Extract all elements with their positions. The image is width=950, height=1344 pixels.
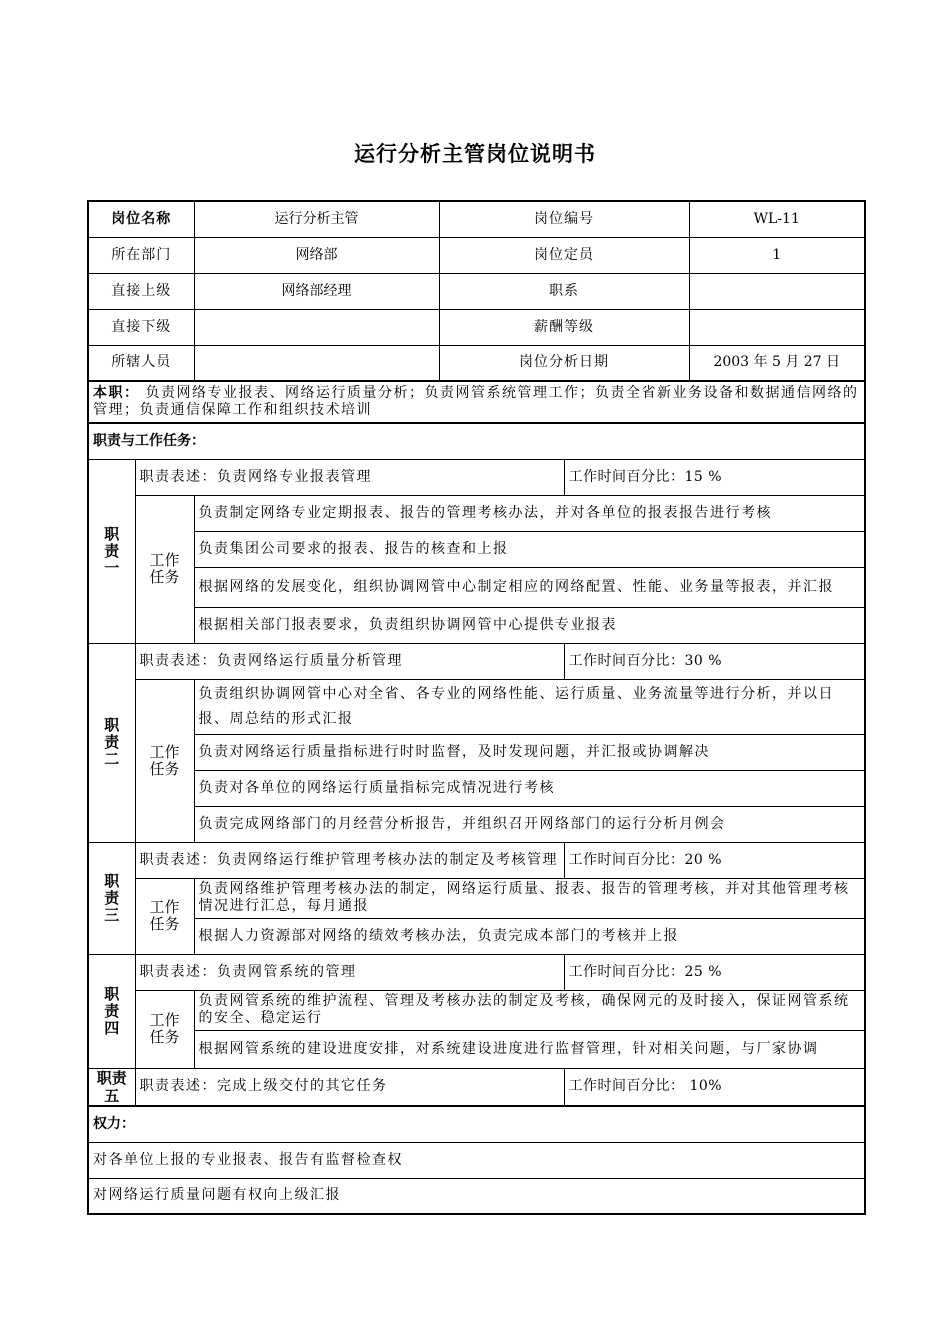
position-code-label: 岗位编号 bbox=[439, 201, 689, 237]
duty-3-task-1: 负责网络维护管理考核办法的制定，网络运行质量、报表、报告的管理考核，并对其他管理考核情况进行汇总，每月通报 bbox=[194, 878, 865, 918]
duty-4-label-text: 职责四 bbox=[104, 984, 120, 1037]
duty-2-task-label-text: 工作任务 bbox=[149, 742, 180, 778]
duty-4-task-1: 负责网管系统的维护流程、管理及考核办法的制定及考核，确保网元的及时接入，保证网管系统的安全、稳定运行 bbox=[194, 990, 865, 1030]
document-title: 运行分析主管岗位说明书 bbox=[354, 142, 596, 166]
duty-1-task-row bbox=[88, 495, 865, 531]
header-row-superior bbox=[88, 273, 865, 309]
duty-4-task-label-text: 工作任务 bbox=[149, 1011, 180, 1046]
duty-4-label bbox=[88, 954, 135, 1068]
authority-header: 权力： bbox=[88, 1106, 865, 1142]
duty-1-task-4: 根据相关部门报表要求，负责组织协调网管中心提供专业报表 bbox=[194, 607, 865, 643]
superior-value: 网络部经理 bbox=[194, 273, 439, 309]
duty-1-task-row bbox=[88, 607, 865, 643]
duty-2-label bbox=[88, 643, 135, 842]
authority-item-2: 对网络运行质量问题有权向上级汇报 bbox=[88, 1178, 865, 1214]
duty-2-label-text: 职责二 bbox=[104, 716, 120, 768]
headcount-value: 1 bbox=[689, 237, 865, 273]
duty-5-statement: 职责表述：完成上级交付的其它任务 bbox=[135, 1068, 564, 1106]
duty-1-task-row bbox=[88, 531, 865, 567]
duty-2-task-label bbox=[135, 679, 194, 842]
authority-row bbox=[88, 1178, 865, 1214]
duty-5-statement-row bbox=[88, 1068, 865, 1106]
subordinate-value bbox=[194, 309, 439, 345]
duty-1-task-row bbox=[88, 567, 865, 607]
duty-1-task-label bbox=[135, 495, 194, 643]
duty-5-label bbox=[88, 1068, 135, 1106]
duty-3-statement: 职责表述：负责网络运行维护管理考核办法的制定及考核管理 bbox=[135, 842, 564, 878]
job-description-table bbox=[87, 200, 866, 1215]
duty-2-time-pct: 工作时间百分比：30 % bbox=[564, 643, 865, 679]
department-label: 所在部门 bbox=[88, 237, 194, 273]
header-row-position bbox=[88, 201, 865, 237]
duty-5-time-pct: 工作时间百分比： 10% bbox=[564, 1068, 865, 1106]
duty-3-task-label-text: 工作任务 bbox=[149, 898, 180, 933]
authority-item-1: 对各单位上报的专业报表、报告有监督检查权 bbox=[88, 1142, 865, 1178]
subordinate-label: 直接下级 bbox=[88, 309, 194, 345]
department-value: 网络部 bbox=[194, 237, 439, 273]
duty-4-statement-row bbox=[88, 954, 865, 990]
header-row-staff bbox=[88, 345, 865, 381]
duty-1-task-2: 负责集团公司要求的报表、报告的核查和上报 bbox=[194, 531, 865, 567]
job-family-label: 职系 bbox=[439, 273, 689, 309]
duty-1-label bbox=[88, 459, 135, 643]
headcount-label: 岗位定员 bbox=[439, 237, 689, 273]
duty-3-time-pct: 工作时间百分比：20 % bbox=[564, 842, 865, 878]
authority-row bbox=[88, 1142, 865, 1178]
duty-4-time-pct: 工作时间百分比：25 % bbox=[564, 954, 865, 990]
header-row-department bbox=[88, 237, 865, 273]
duties-header-row bbox=[88, 423, 865, 459]
duty-3-task-label bbox=[135, 878, 194, 954]
authority-header-row bbox=[88, 1106, 865, 1142]
duty-2-statement-row bbox=[88, 643, 865, 679]
duty-2-task-1: 负责组织协调网管中心对全省、各专业的网络性能、运行质量、业务流量等进行分析，并以日报、周总结的形式汇报 bbox=[194, 679, 865, 734]
duty-1-task-3: 根据网络的发展变化，组织协调网管中心制定相应的网络配置、性能、业务量等报表，并汇报 bbox=[194, 567, 865, 607]
duty-4-task-row bbox=[88, 1030, 865, 1068]
duty-2-task-3: 负责对各单位的网络运行质量指标完成情况进行考核 bbox=[194, 770, 865, 806]
position-code-value: WL-11 bbox=[689, 201, 865, 237]
summary-label: 本职： bbox=[93, 385, 140, 401]
duty-3-task-2: 根据人力资源部对网络的绩效考核办法，负责完成本部门的考核并上报 bbox=[194, 918, 865, 954]
duty-2-task-4: 负责完成网络部门的月经营分析报告，并组织召开网络部门的运行分析月例会 bbox=[194, 806, 865, 842]
duty-4-task-label bbox=[135, 990, 194, 1068]
duty-4-task-row bbox=[88, 990, 865, 1030]
summary-cell bbox=[88, 381, 865, 423]
duty-3-label bbox=[88, 842, 135, 954]
summary-row bbox=[88, 381, 865, 423]
duty-2-task-row bbox=[88, 679, 865, 734]
duty-4-statement: 职责表述：负责网管系统的管理 bbox=[135, 954, 564, 990]
duty-2-task-row bbox=[88, 770, 865, 806]
duty-1-time-pct: 工作时间百分比：15 % bbox=[564, 459, 865, 495]
duty-2-task-row bbox=[88, 806, 865, 842]
position-name-value: 运行分析主管 bbox=[194, 201, 439, 237]
analysis-date-label: 岗位分析日期 bbox=[439, 345, 689, 381]
duty-3-statement-row bbox=[88, 842, 865, 878]
summary-text: 负责网络专业报表、网络运行质量分析；负责网管系统管理工作；负责全省新业务设备和数据通信网络的管理；负责通信保障工作和组织技术培训 bbox=[93, 385, 859, 418]
duties-header: 职责与工作任务： bbox=[88, 423, 865, 459]
header-row-subordinate bbox=[88, 309, 865, 345]
analysis-date-value: 2003 年 5 月 27 日 bbox=[689, 345, 865, 381]
job-family-value bbox=[689, 273, 865, 309]
duty-5-label-text: 职责五 bbox=[96, 1068, 127, 1105]
duty-2-task-row bbox=[88, 734, 865, 770]
staff-label: 所辖人员 bbox=[88, 345, 194, 381]
duty-2-task-2: 负责对网络运行质量指标进行时时监督，及时发现问题，并汇报或协调解决 bbox=[194, 734, 865, 770]
staff-value bbox=[194, 345, 439, 381]
duty-1-label-text: 职责一 bbox=[104, 524, 120, 577]
salary-grade-value bbox=[689, 309, 865, 345]
duty-3-task-row bbox=[88, 878, 865, 918]
superior-label: 直接上级 bbox=[88, 273, 194, 309]
position-name-label: 岗位名称 bbox=[88, 201, 194, 237]
duty-3-label-text: 职责三 bbox=[104, 871, 120, 924]
duty-1-task-label-text: 工作任务 bbox=[149, 551, 180, 586]
duty-1-statement: 职责表述：负责网络专业报表管理 bbox=[135, 459, 564, 495]
duty-4-task-2: 根据网管系统的建设进度安排，对系统建设进度进行监督管理，针对相关问题，与厂家协调 bbox=[194, 1030, 865, 1068]
duty-1-statement-row bbox=[88, 459, 865, 495]
duty-3-task-row bbox=[88, 918, 865, 954]
salary-grade-label: 薪酬等级 bbox=[439, 309, 689, 345]
duty-2-statement: 职责表述：负责网络运行质量分析管理 bbox=[135, 643, 564, 679]
duty-1-task-1: 负责制定网络专业定期报表、报告的管理考核办法，并对各单位的报表报告进行考核 bbox=[194, 495, 865, 531]
